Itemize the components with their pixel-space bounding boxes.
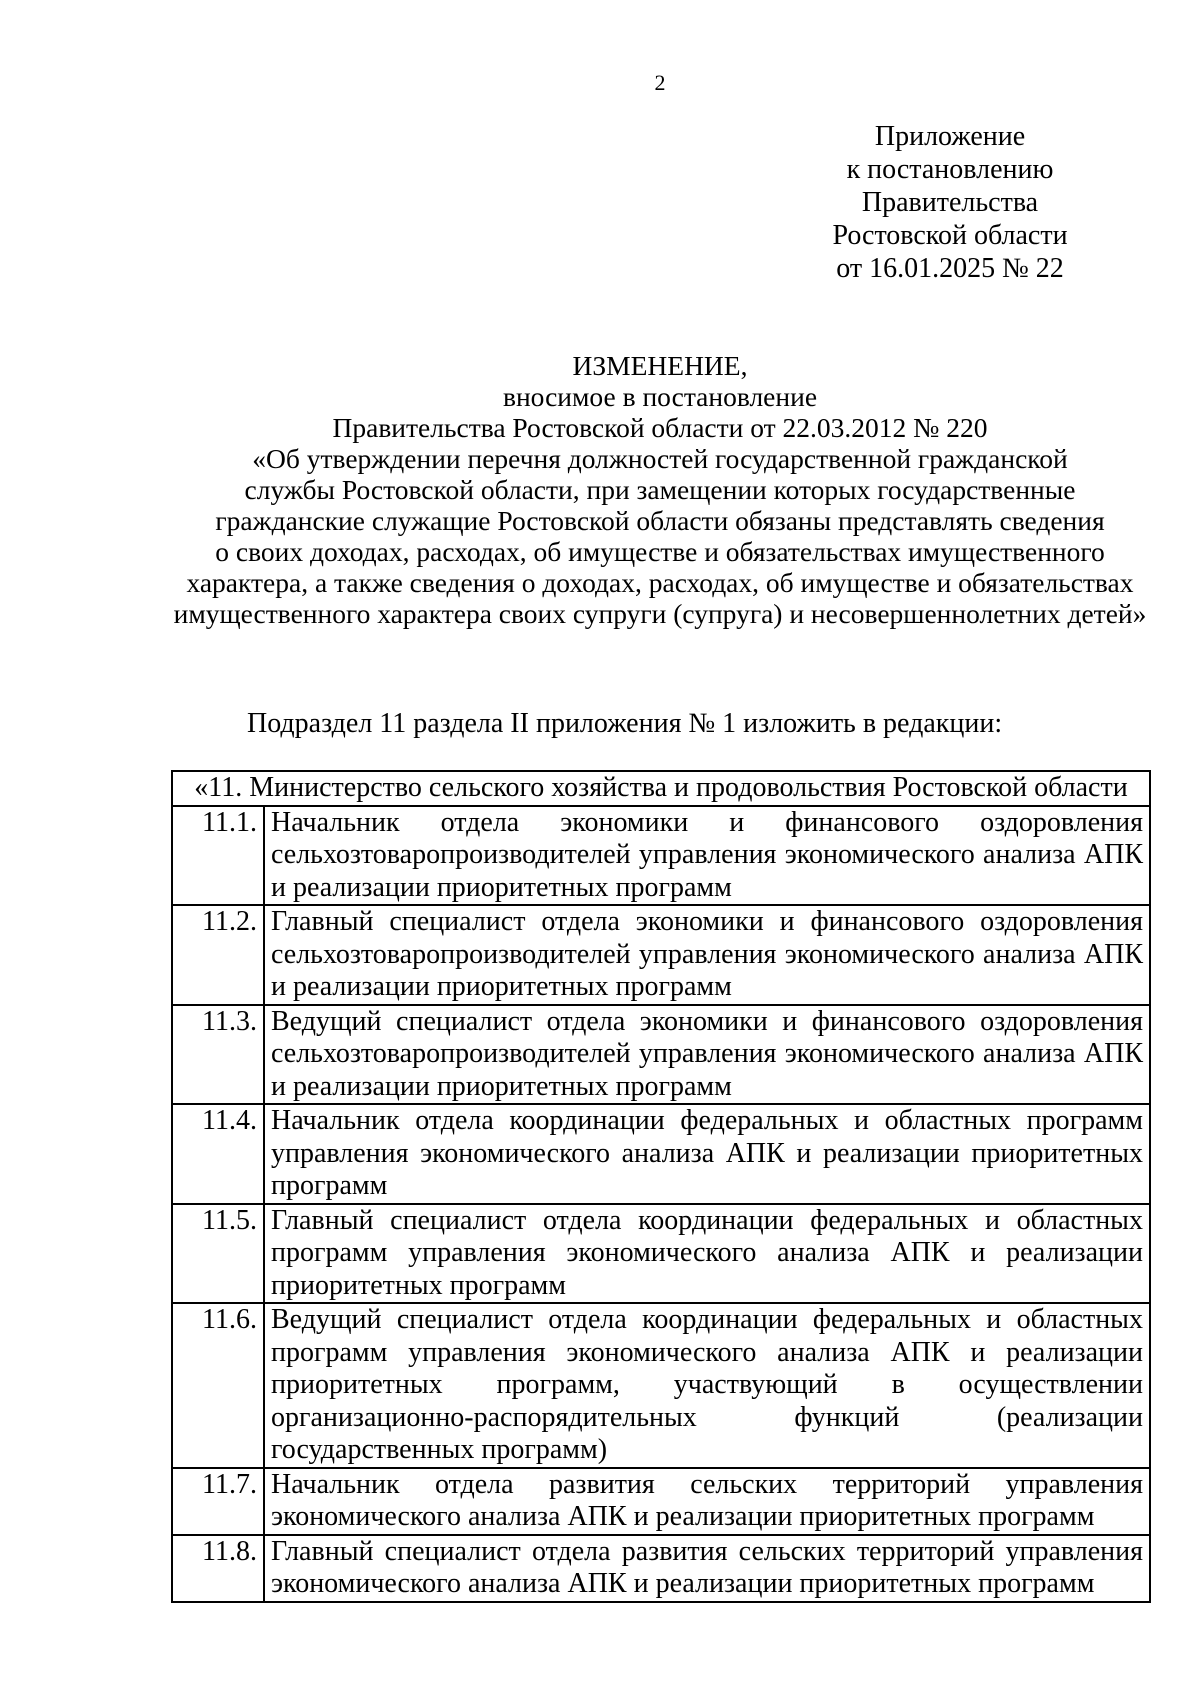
title-line: вносимое в постановление <box>502 381 818 412</box>
document-title <box>160 350 1160 629</box>
appendix-block <box>820 120 1080 285</box>
title-heading: ИЗМЕНЕНИЕ, <box>572 350 748 381</box>
table-row <box>172 806 1150 906</box>
table-row <box>172 1303 1150 1468</box>
position-title: Начальник отдела экономики и финансового оздоровления сельхозтоваропроизводителей управления экономического анализа АПК и реализации приоритетных программ <box>264 806 1150 906</box>
table-row <box>172 905 1150 1005</box>
table-row <box>172 1535 1150 1602</box>
position-title: Ведущий специалист отдела координации федеральных и областных программ управления экономического анализа АПК и реализации приоритетных программ, участвующий в осуществлении организационно-распорядительных функций (реализации государственных программ) <box>264 1303 1150 1468</box>
table-row <box>172 1468 1150 1535</box>
ministry-header: «11. Министерство сельского хозяйства и продовольствия Ростовской области <box>172 771 1150 806</box>
row-number: 11.1. <box>172 806 264 906</box>
row-number: 11.7. <box>172 1468 264 1535</box>
appendix-line: Правительства <box>861 187 1039 218</box>
row-number: 11.6. <box>172 1303 264 1468</box>
instruction-paragraph: Подраздел 11 раздела II приложения № 1 изложить в редакции: <box>247 708 1003 739</box>
title-line: «Об утверждении перечня должностей государственной гражданской <box>252 443 1068 474</box>
table-row <box>172 1005 1150 1105</box>
appendix-line: от 16.01.2025 № 22 <box>836 253 1064 284</box>
position-title: Ведущий специалист отдела экономики и финансового оздоровления сельхозтоваропроизводителей управления экономического анализа АПК и реализации приоритетных программ <box>264 1005 1150 1105</box>
table-row <box>172 1204 1150 1304</box>
appendix-line: Ростовской области <box>832 220 1068 251</box>
appendix-line: к постановлению <box>846 154 1054 185</box>
title-line: имущественного характера своих супруги (супруга) и несовершеннолетних детей» <box>173 598 1147 629</box>
positions-table <box>171 770 1151 1603</box>
position-title: Главный специалист отдела экономики и финансового оздоровления сельхозтоваропроизводителей управления экономического анализа АПК и реализации приоритетных программ <box>264 905 1150 1005</box>
title-line: о своих доходах, расходах, об имуществе и обязательствах имущественного <box>215 536 1105 567</box>
title-line: характера, а также сведения о доходах, расходах, об имуществе и обязательствах <box>186 567 1134 598</box>
title-line: службы Ростовской области, при замещении которых государственные <box>244 474 1076 505</box>
page-number: 2 <box>654 70 666 95</box>
row-number: 11.5. <box>172 1204 264 1304</box>
row-number: 11.8. <box>172 1535 264 1602</box>
appendix-line: Приложение <box>874 121 1026 152</box>
row-number: 11.3. <box>172 1005 264 1105</box>
table-header-row <box>172 771 1150 806</box>
position-title: Главный специалист отдела развития сельских территорий управления экономического анализа АПК и реализации приоритетных программ <box>264 1535 1150 1602</box>
table-row <box>172 1104 1150 1204</box>
title-line: Правительства Ростовской области от 22.03.2012 № 220 <box>332 412 988 443</box>
row-number: 11.2. <box>172 905 264 1005</box>
position-title: Главный специалист отдела координации федеральных и областных программ управления экономического анализа АПК и реализации приоритетных программ <box>264 1204 1150 1304</box>
position-title: Начальник отдела развития сельских территорий управления экономического анализа АПК и реализации приоритетных программ <box>264 1468 1150 1535</box>
title-line: гражданские служащие Ростовской области обязаны представлять сведения <box>215 505 1105 536</box>
row-number: 11.4. <box>172 1104 264 1204</box>
position-title: Начальник отдела координации федеральных и областных программ управления экономического анализа АПК и реализации приоритетных программ <box>264 1104 1150 1204</box>
